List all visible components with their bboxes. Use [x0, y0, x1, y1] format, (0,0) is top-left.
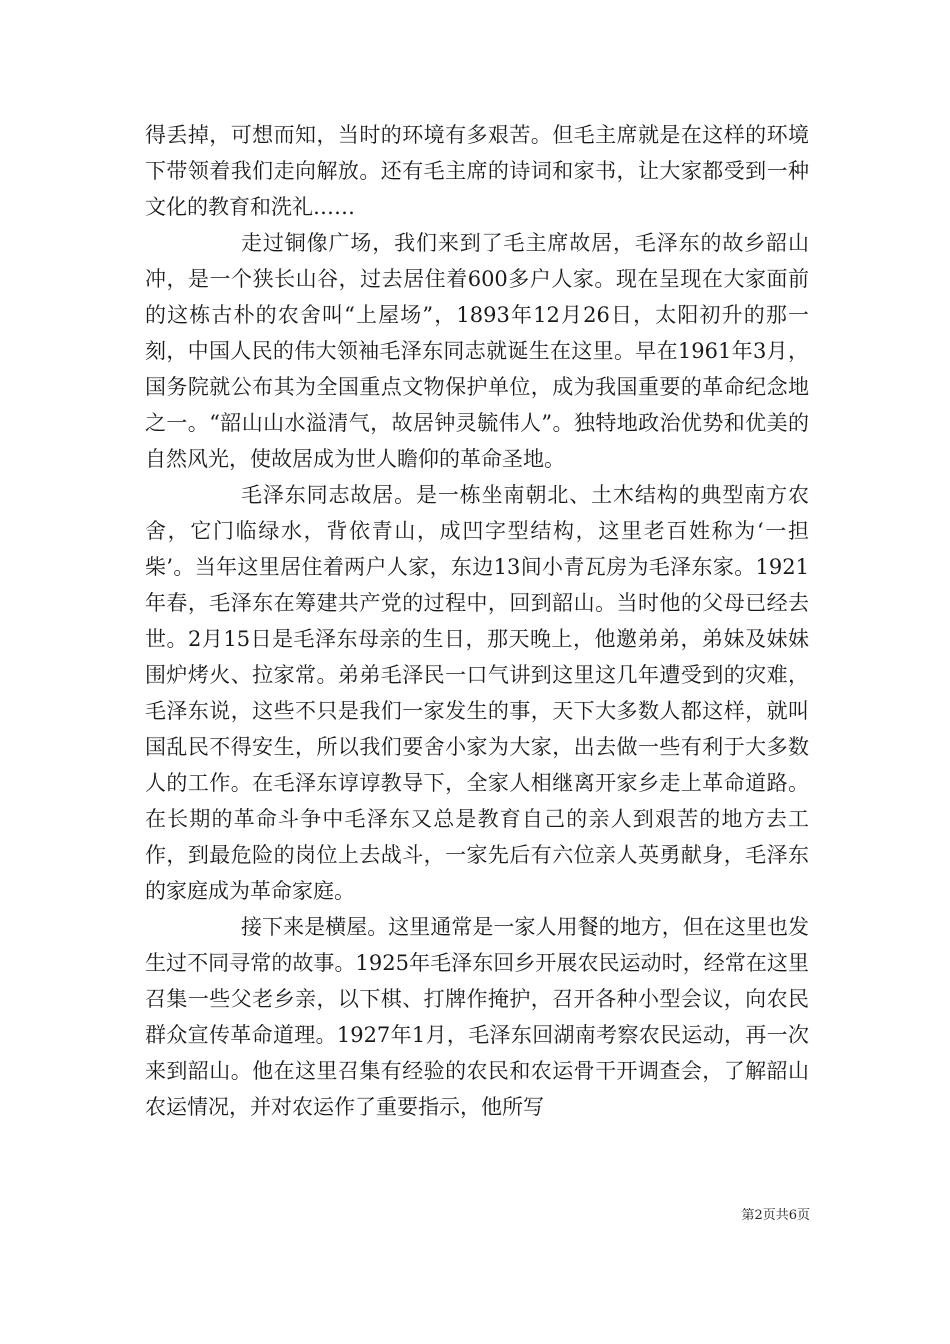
page-number-footer: 第2页共6页: [741, 1208, 810, 1223]
paragraph-family-history: 毛泽东同志故居。是一栋坐南朝北、土木结构的典型南方农舍，它门临绿水，背依青山，成凹字型结构，这里老百姓称为‘一担柴’。当年这里居住着两户人家，东边13间小青瓦房为毛泽东家。1921年春，毛泽东在筹建共产党的过程中，回到韶山。当时他的父母已经去世。2月15日是毛泽东母亲的生日，那天晚上，他邀弟弟，弟妹及妹妹围炉烤火、拉家常。弟弟毛泽民一口气讲到这里这几年遭受到的灾难，毛泽东说，这些不只是我们一家发生的事，天下大多数人都这样，就叫国乱民不得安生，所以我们要舍小家为大家，出去做一些有利于大多数人的工作。在毛泽东谆谆教导下，全家人相继离开家乡走上革命道路。在长期的革命斗争中毛泽东又总是教育自己的亲人到艰苦的地方去工作，到最危险的岗位上去战斗，一家先后有六位亲人英勇献身，毛泽东的家庭成为革命家庭。: [145, 483, 809, 903]
document-body: [145, 117, 809, 1125]
paragraph-continuation: 得丢掉，可想而知，当时的环境有多艰苦。但毛主席就是在这样的环境下带领着我们走向解放。还有毛主席的诗词和家书，让大家都受到一种文化的教育和洗礼……: [145, 123, 809, 219]
paragraph-former-residence: 走过铜像广场，我们来到了毛主席故居，毛泽东的故乡韶山冲，是一个狭长山谷，过去居住着600多户人家。现在呈现在大家面前的这栋古朴的农舍叫“上屋场”，1893年12月26日，太阳初升的那一刻，中国人民的伟大领袖毛泽东同志就诞生在这里。早在1961年3月，国务院就公布其为全国重点文物保护单位，成为我国重要的革命纪念地之一。“韶山山水溢清气，故居钟灵毓伟人”。独特地政治优势和优美的自然风光，使故居成为世人瞻仰的革命圣地。: [145, 231, 809, 471]
paragraph-side-house: 接下来是横屋。这里通常是一家人用餐的地方，但在这里也发生过不同寻常的故事。1925年毛泽东回乡开展农民运动时，经常在这里召集一些父老乡亲，以下棋、打牌作掩护，召开各种小型会议，向农民群众宣传革命道理。1927年1月，毛泽东回湖南考察农民运动，再一次来到韶山。他在这里召集有经验的农民和农运骨干开调查会，了解韶山农运情况，并对农运作了重要指示，他所写: [145, 915, 809, 1119]
